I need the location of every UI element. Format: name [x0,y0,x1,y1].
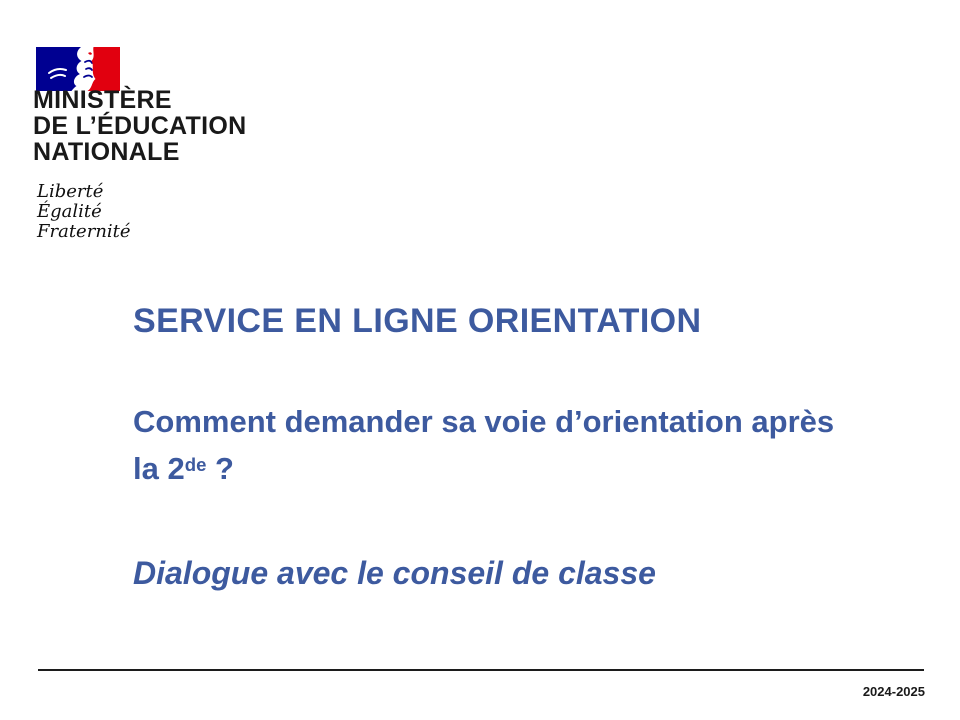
marianne-flag-icon [36,47,120,91]
republic-motto [37,182,131,242]
subtitle-line-1: Comment demander sa voie d’orientation après [133,404,835,439]
subtitle-line-2-base: la 2 [133,451,185,486]
subtitle-superscript: de [184,453,207,475]
ministry-name [33,87,246,165]
slide-title: SERVICE EN LIGNE ORIENTATION [133,302,702,340]
ministry-name-line-3: NATIONALE [33,138,180,166]
subtitle-line-2-end: ? [206,451,234,486]
motto-liberte: Liberté [37,181,104,202]
ministry-name-line-1: MINISTÈRE [33,86,172,114]
school-year-label: 2024-2025 [862,684,925,699]
motto-fraternite: Fraternité [37,221,131,242]
ministry-name-line-2: DE L’ÉDUCATION [33,112,247,140]
footer-divider [38,669,924,671]
slide-tagline: Dialogue avec le conseil de classe [133,555,656,591]
slide-subtitle [133,398,834,496]
motto-egalite: Égalité [37,201,102,222]
